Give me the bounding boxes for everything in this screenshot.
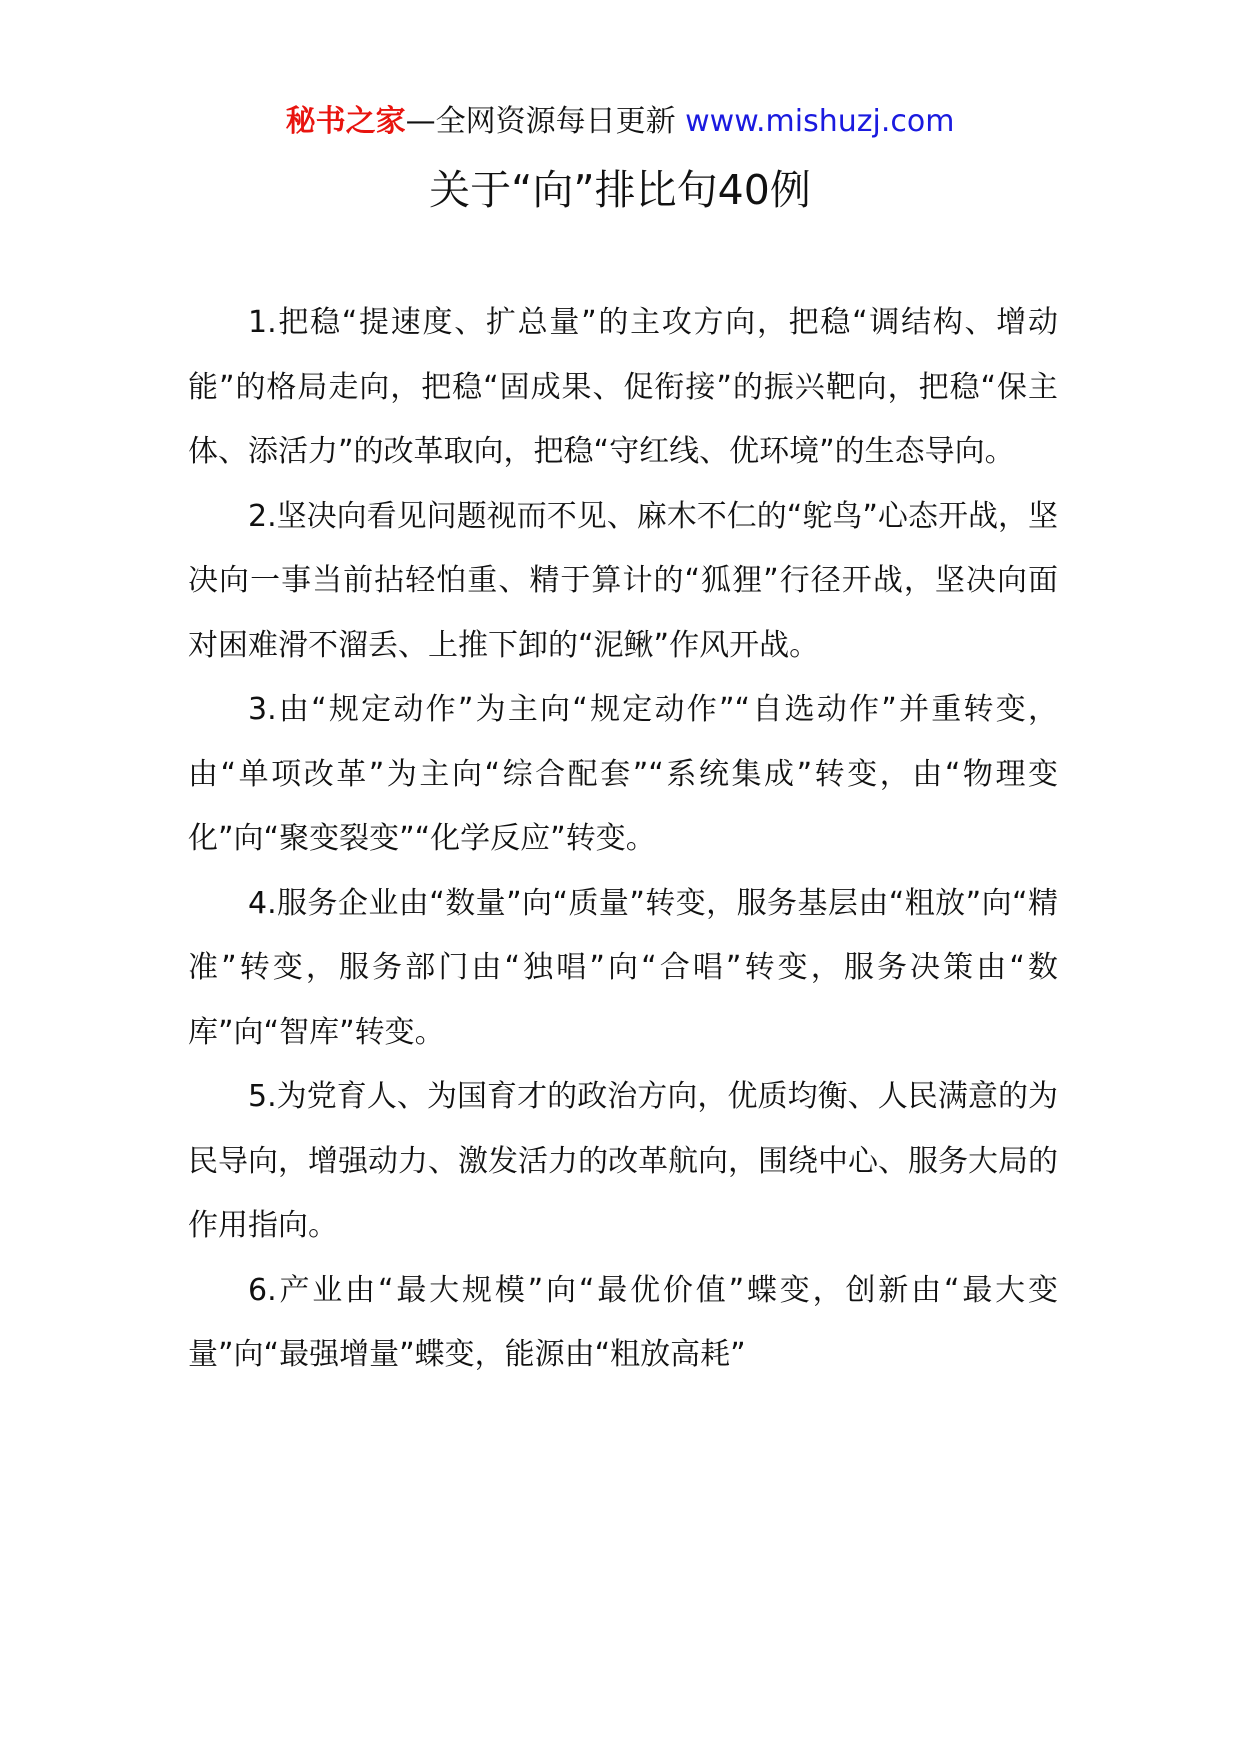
paragraph-6: 6.产业由“最大规模”向“最优价值”蝶变，创新由“最大变量”向“最强增量”蝶变，能源由“粗放高耗” <box>188 1272 1058 1372</box>
paragraph-4: 4.服务企业由“数量”向“质量”转变，服务基层由“粗放”向“精准”转变，服务部门由“独唱”向“合唱”转变，服务决策由“数库”向“智库”转变。 <box>188 885 1058 1050</box>
paragraph-5: 5.为党育人、为国育才的政治方向，优质均衡、人民满意的为民导向，增强动力、激发活力的改革航向，围绕中心、服务大局的作用指向。 <box>188 1079 1058 1243</box>
site-tagline: —全网资源每日更新 <box>405 104 676 139</box>
brand-name: 秘书之家 <box>285 104 406 139</box>
paragraph-2: 2.坚决向看见问题视而不见、麻木不仁的“鸵鸟”心态开战，坚决向一事当前拈轻怕重、精于算计的“狐狸”行径开战，坚决向面对困难滑不溜丢、上推下卸的“泥鳅”作风开战。 <box>188 498 1058 663</box>
paragraph-3: 3.由“规定动作”为主向“规定动作”“自选动作”并重转变，由“单项改革”为主向“综合配套”“系统集成”转变，由“物理变化”向“聚变裂变”“化学反应”转变。 <box>188 692 1058 856</box>
site-url-link[interactable]: www.mishuzj.com <box>685 104 955 139</box>
site-header <box>0 100 1240 144</box>
document-title: 关于“向”排比句40例 <box>429 166 811 214</box>
paragraph-1: 1.把稳“提速度、扩总量”的主攻方向，把稳“调结构、增动能”的格局走向，把稳“固成果、促衔接”的振兴靶向，把稳“保主体、添活力”的改革取向，把稳“守红线、优环境”的生态导向。 <box>188 305 1058 469</box>
document-body <box>188 291 1058 1388</box>
